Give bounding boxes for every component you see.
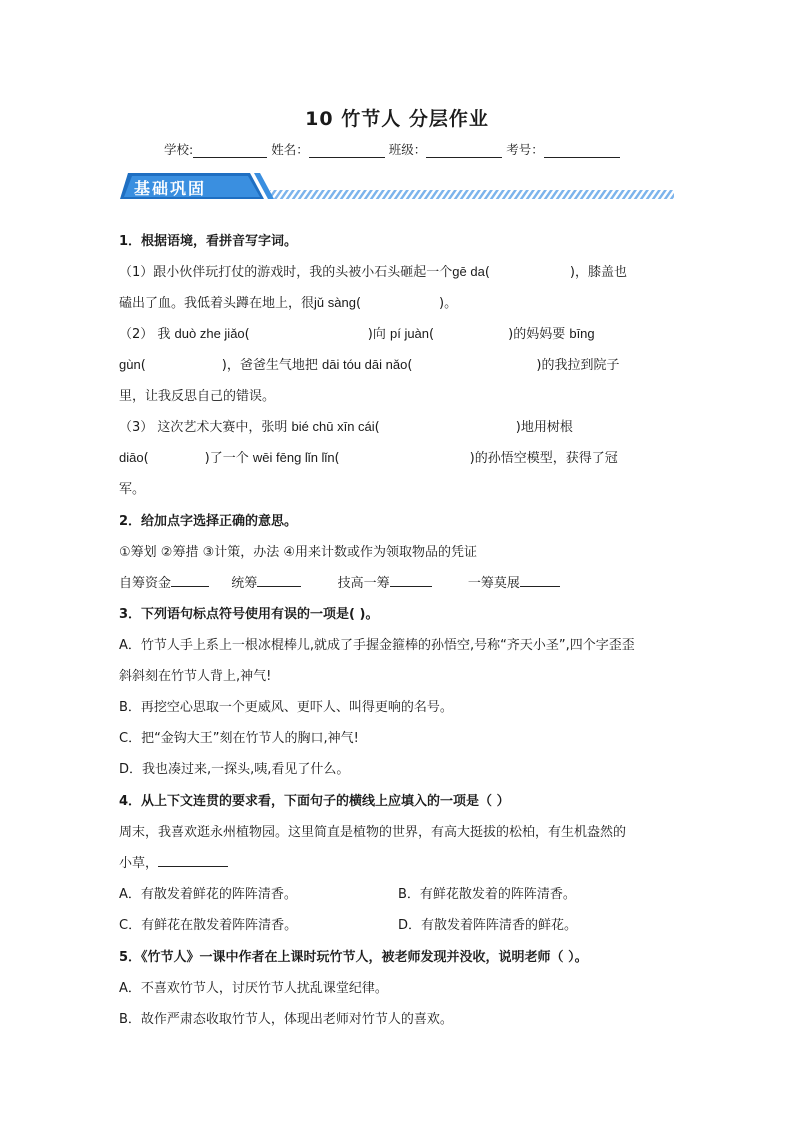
school-blank[interactable] [193, 143, 267, 158]
answer-blank[interactable] [158, 854, 228, 867]
q2-heading: 2．给加点字选择正确的意思。 [119, 514, 298, 529]
answer-blank[interactable] [390, 574, 432, 587]
exam-no-blank[interactable] [544, 143, 620, 158]
section-banner [120, 170, 680, 204]
q1-line-2: 磕出了血。我低着头蹲在地上，很jǔ sàng( )。 [119, 295, 458, 311]
q3-option-c[interactable]: C．把“金钩大王”刻在竹节人的胸口,神气! [119, 731, 359, 746]
q5-option-b[interactable]: B．故作严肃态收取竹节人，体现出老师对竹节人的喜欢。 [119, 1012, 453, 1027]
q1-heading: 1．根据语境，看拼音写字词。 [119, 234, 298, 249]
q2-options: ①筹划 ②筹措 ③计策，办法 ④用来计数或作为领取物品的凭证 [119, 545, 478, 560]
q5-option-a[interactable]: A．不喜欢竹节人，讨厌竹节人扰乱课堂纪律。 [119, 981, 388, 996]
q1-line-4: gùn( )，爸爸生气地把 dāi tóu dāi nǎo( )的我拉到院子 [119, 357, 620, 373]
section-title: 基础巩固 [134, 179, 207, 198]
student-info-row [164, 140, 620, 158]
q1-line-1: （1）跟小伙伴玩打仗的游戏时，我的头被小石头砸起一个gē da( )，膝盖也 [119, 264, 627, 280]
exam-no-label: 考号： [506, 142, 544, 157]
q1-line-6: （3） 这次艺术大赛中，张明 bié chū xīn cái( )地用树根 [119, 419, 573, 435]
answer-blank[interactable] [171, 574, 209, 587]
q1-line-8: 军。 [119, 482, 146, 497]
q2-words: 自筹资金 统筹 技高一筹 一筹莫展 [119, 572, 560, 591]
q4-option-a[interactable]: A．有散发着鲜花的阵阵清香。 [119, 887, 297, 902]
answer-blank[interactable] [520, 574, 560, 587]
q3-option-a-cont: 斜斜刻在竹节人背上,神气! [119, 669, 272, 684]
q4-option-c[interactable]: C．有鲜花在散发着阵阵清香。 [119, 918, 298, 933]
q4-passage-1: 周末，我喜欢逛永州植物园。这里简直是植物的世界，有高大挺拔的松柏，有生机盎然的 [119, 825, 627, 840]
q3-option-a[interactable]: A．竹节人手上系上一根冰棍棒儿,就成了手握金箍棒的孙悟空,号称“齐天小圣”,四个字歪歪 [119, 638, 635, 653]
page-title: 10 竹节人 分层作业 [305, 108, 489, 130]
q3-heading: 3．下列语句标点符号使用有误的一项是( )。 [119, 607, 379, 622]
school-label: 学校: [164, 142, 194, 157]
q4-passage-2: 小草， [119, 852, 228, 871]
answer-blank[interactable] [257, 574, 301, 587]
q1-line-5: 里，让我反思自己的错误。 [119, 389, 276, 404]
q3-option-d[interactable]: D．我也凑过来,一探头,咦,看见了什么。 [119, 762, 350, 777]
class-label: 班级： [388, 142, 427, 157]
q4-option-b[interactable]: B．有鲜花散发着的阵阵清香。 [398, 887, 576, 902]
q1-line-3: （2） 我 duò zhe jiǎo( )向 pí juàn( )的妈妈要 bīng [119, 326, 595, 342]
name-blank[interactable] [309, 143, 385, 158]
q4-option-d[interactable]: D．有散发着阵阵清香的鲜花。 [398, 918, 578, 933]
q5-heading: 5．《竹节人》一课中作者在上课时玩竹节人，被老师发现并没收，说明老师（ ）。 [119, 950, 588, 965]
q3-option-b[interactable]: B．再挖空心思取一个更威风、更吓人、叫得更响的名号。 [119, 700, 453, 715]
q4-heading: 4．从上下文连贯的要求看，下面句子的横线上应填入的一项是（ ） [119, 794, 510, 809]
class-blank[interactable] [426, 143, 502, 158]
q1-line-7: diāo( )了一个 wēi fēng lǐn lǐn( )的孙悟空模型，获得了冠 [119, 450, 618, 466]
name-label: 姓名： [271, 142, 309, 157]
